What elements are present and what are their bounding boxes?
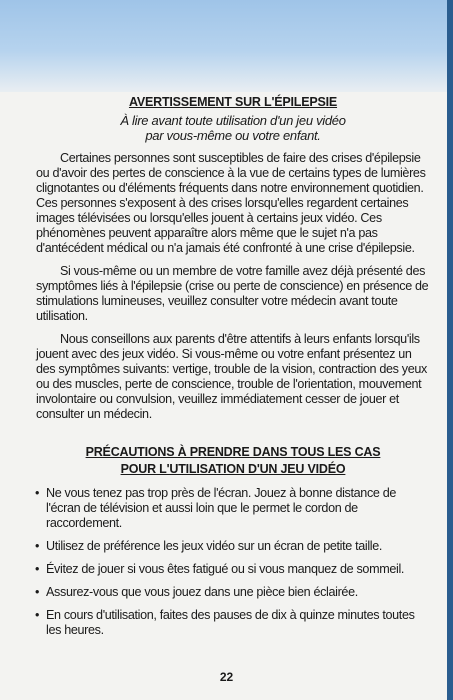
precaution-item: • Assurez-vous que vous jouez dans une pièce bien éclairée. [36,585,430,600]
precautions-title-line-2: POUR L'UTILISATION D'UN JEU VIDÉO [120,462,346,476]
page-number: 22 [219,670,234,684]
precautions-section [36,444,430,638]
precautions-list [36,486,430,638]
precautions-title-line-1: PRÉCAUTIONS À PRENDRE DANS TOUS LES CAS [85,445,381,459]
page-content [36,94,430,646]
precaution-item: • Évitez de jouer si vous êtes fatigué ou si vous manquez de sommeil. [36,562,430,577]
warning-paragraph-3: Nous conseillons aux parents d'être attentifs à leurs enfants lorsqu'ils jouent avec des jeux vidéo. Si vous-même ou votre enfant présentez un des symptômes suivants: vertige, trouble de la vision, contraction des yeux ou des muscles, perte de conscience, trouble de l'orientation, mouvement involontaire ou convulsion, veuillez immédiatement cesser de jouer et consulter un médecin. [36,332,427,421]
warning-intro-line-2: par vous-même ou votre enfant. [145,128,321,143]
precaution-item: • Ne vous tenez pas trop près de l'écran. Jouez à bonne distance de l'écran de télévision et aussi loin que le permet le cordon de raccordement. [36,486,430,531]
top-color-band [0,0,453,92]
warning-paragraph-2: Si vous-même ou un membre de votre famille avez déjà présenté des symptômes liés à l'épilepsie (crise ou perte de conscience) en présence de stimulations lumineuses, veuillez consulter votre médecin avant toute utilisation. [36,264,429,323]
warning-intro [36,113,430,143]
epilepsy-warning-title: AVERTISSEMENT SUR L'ÉPILEPSIE [128,95,338,109]
warning-paragraph-1: Certaines personnes sont susceptibles de faire des crises d'épilepsie ou d'avoir des pertes de conscience à la vue de certains types de lumières clignotantes ou d'éléments fréquents dans notre environnement quotidien. Ces personnes s'exposent à des crises lorsqu'elles regardent certaines images télévisées ou lorsqu'elles jouent à certains jeux vidéo. Ces phénomènes peuvent apparaître alors même que le sujet n'a pas d'antécédent médical ou n'a jamais été confronté à une crise d'épilepsie. [36,151,426,255]
precaution-item: • Utilisez de préférence les jeux vidéo sur un écran de petite taille. [36,539,430,554]
side-color-strip [447,0,453,700]
warning-intro-line-1: À lire avant toute utilisation d'un jeu vidéo [120,113,346,128]
precaution-item: • En cours d'utilisation, faites des pauses de dix à quinze minutes toutes les heures. [36,608,430,638]
